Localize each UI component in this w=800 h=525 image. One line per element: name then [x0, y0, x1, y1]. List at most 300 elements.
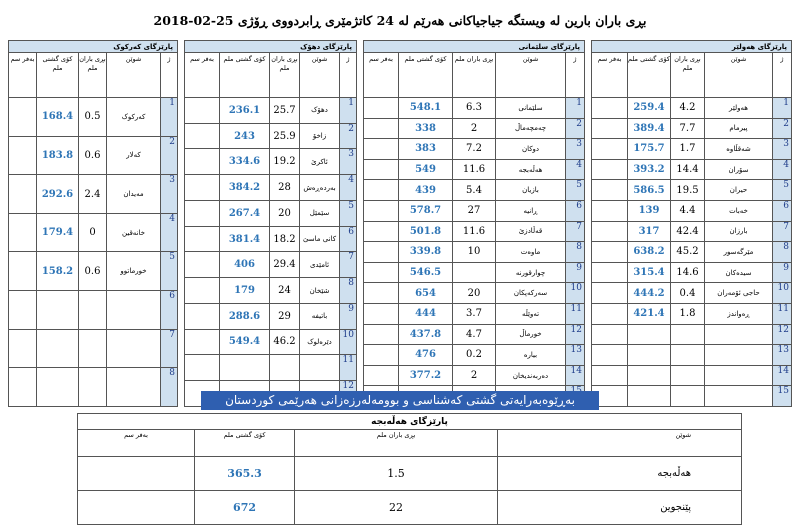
province-title: پارێزگای دهۆک [185, 41, 357, 53]
rain-value: 25.7 [270, 98, 300, 124]
row-number: 10 [773, 283, 792, 304]
table-row [592, 180, 792, 201]
table-row [78, 491, 742, 525]
total-value: 548.1 [399, 98, 453, 119]
total-value: 638.2 [628, 242, 671, 263]
rain-value: 4.4 [671, 200, 705, 221]
snow-value [592, 139, 628, 160]
total-value: 444.2 [628, 283, 671, 304]
total-value: 549.4 [220, 329, 270, 355]
station-name: هەڵەبجە [498, 457, 742, 491]
row-number: 5 [773, 180, 792, 201]
table-row [592, 98, 792, 119]
row-number: 6 [161, 291, 178, 330]
row-number: 2 [773, 118, 792, 139]
snow-value [185, 226, 220, 252]
provinces-container [8, 40, 792, 407]
row-number: 5 [566, 180, 585, 201]
row-number: 3 [161, 175, 178, 214]
col-snow: بەفر سم [185, 53, 220, 98]
table-row [185, 329, 357, 355]
province-title: پارێزگای هەولێر [592, 41, 792, 53]
rain-value: 22 [295, 491, 498, 525]
station-name: خانەقین [107, 213, 161, 252]
total-value: 175.7 [628, 139, 671, 160]
row-number: 15 [773, 386, 792, 407]
table-row [364, 262, 585, 283]
rain-value: 2.4 [79, 175, 107, 214]
snow-value [78, 491, 195, 525]
table-row [364, 303, 585, 324]
department-banner: بەڕێوەبەرایەتی گشتی کەشناسی و بوومەلەرزەزانی هەرێمی کوردستان [201, 391, 599, 410]
total-value: 292.6 [37, 175, 79, 214]
table-row [592, 242, 792, 263]
total-value: 381.4 [220, 226, 270, 252]
row-number: 14 [566, 365, 585, 386]
total-value: 168.4 [37, 98, 79, 137]
total-value: 243 [220, 123, 270, 149]
row-number: 4 [566, 159, 585, 180]
rain-value: 11.6 [453, 159, 496, 180]
rain-value: 42.4 [671, 221, 705, 242]
station-name: ڕانیە [496, 200, 566, 221]
rain-value: 1.5 [295, 457, 498, 491]
rain-value: 1.8 [671, 303, 705, 324]
rain-value [79, 329, 107, 368]
rain-value: 4.2 [671, 98, 705, 119]
col-snow: بەفر سم [9, 53, 37, 98]
snow-value [185, 200, 220, 226]
province-title: پارێزگای کەرکوک [9, 41, 178, 53]
rain-value: 1.7 [671, 139, 705, 160]
table-row [592, 200, 792, 221]
table-row [9, 136, 178, 175]
snow-value [592, 159, 628, 180]
snow-value [185, 303, 220, 329]
station-name: شێخان [300, 278, 340, 304]
rain-value: 0 [79, 213, 107, 252]
table-row [592, 345, 792, 366]
station-name: هەولێر [705, 98, 773, 119]
snow-value [185, 355, 220, 381]
rain-value: 20 [270, 200, 300, 226]
row-number: 1 [340, 98, 357, 124]
table-row [185, 252, 357, 278]
total-value: 672 [195, 491, 295, 525]
total-value [628, 365, 671, 386]
snow-value [364, 200, 399, 221]
snow-value [364, 324, 399, 345]
station-name: دوکان [496, 139, 566, 160]
total-value: 288.6 [220, 303, 270, 329]
station-name [107, 291, 161, 330]
station-name [300, 355, 340, 381]
station-name: شەقڵاوە [705, 139, 773, 160]
station-name [107, 329, 161, 368]
total-value [37, 291, 79, 330]
rain-value: 29.4 [270, 252, 300, 278]
rain-value: 10 [453, 242, 496, 263]
row-number: 9 [340, 303, 357, 329]
total-value: 259.4 [628, 98, 671, 119]
col-total: کۆی گشتی ملم [628, 53, 671, 98]
row-number: 8 [161, 368, 178, 407]
station-name: بازیان [496, 180, 566, 201]
col-total: کۆی گشتی ملم [37, 53, 79, 98]
station-name [705, 345, 773, 366]
station-name: دێرەلوک [300, 329, 340, 355]
station-name: ماوەت [496, 242, 566, 263]
rain-value: 29 [270, 303, 300, 329]
table-row [592, 262, 792, 283]
total-value: 339.8 [399, 242, 453, 263]
total-value: 267.4 [220, 200, 270, 226]
col-no: ژ [161, 53, 178, 98]
halabja-table [77, 413, 742, 525]
row-number: 12 [340, 381, 357, 407]
total-value: 179.4 [37, 213, 79, 252]
province-table-kirkuk [8, 40, 178, 407]
total-value: 406 [220, 252, 270, 278]
snow-value [364, 98, 399, 119]
row-number: 13 [773, 345, 792, 366]
snow-value [185, 123, 220, 149]
total-value: 383 [399, 139, 453, 160]
col-name: شوێن [300, 53, 340, 98]
table-row [592, 221, 792, 242]
row-number: 4 [161, 213, 178, 252]
table-row [185, 175, 357, 201]
row-number: 14 [773, 365, 792, 386]
table-row [9, 368, 178, 407]
row-number: 11 [566, 303, 585, 324]
rain-value [671, 386, 705, 407]
snow-value [9, 252, 37, 291]
row-number: 9 [566, 262, 585, 283]
station-name: کەلار [107, 136, 161, 175]
snow-value [364, 159, 399, 180]
station-name: چەمچەماڵ [496, 118, 566, 139]
table-row [185, 303, 357, 329]
station-name: خورماڵ [496, 324, 566, 345]
col-rain: بڕی باران ملم [79, 53, 107, 98]
table-row [364, 98, 585, 119]
snow-value [364, 180, 399, 201]
row-number: 11 [773, 303, 792, 324]
rain-value: 3.7 [453, 303, 496, 324]
row-number: 8 [340, 278, 357, 304]
table-row [78, 457, 742, 491]
total-value: 444 [399, 303, 453, 324]
station-name: زاخۆ [300, 123, 340, 149]
total-value: 501.8 [399, 221, 453, 242]
table-row [185, 123, 357, 149]
table-row [592, 365, 792, 386]
table-row [185, 98, 357, 124]
row-number: 11 [340, 355, 357, 381]
row-number: 5 [340, 200, 357, 226]
snow-value [9, 98, 37, 137]
total-value: 139 [628, 200, 671, 221]
rain-value: 28 [270, 175, 300, 201]
snow-value [592, 200, 628, 221]
page-title: بڕی باران بارین لە ویستگە جیاجیاکانی هەرێم لە 24 کاتژمێری ڕابردووی ڕۆژی 25-02-2018 [153, 13, 647, 28]
snow-value [185, 149, 220, 175]
total-value: 236.1 [220, 98, 270, 124]
station-name: سۆران [705, 159, 773, 180]
station-name: دەربەندیخان [496, 365, 566, 386]
rain-value: 7.2 [453, 139, 496, 160]
total-value: 365.3 [195, 457, 295, 491]
table-row [364, 200, 585, 221]
total-value: 389.4 [628, 118, 671, 139]
table-row [9, 213, 178, 252]
table-row [9, 291, 178, 330]
station-name: کەرکوک [107, 98, 161, 137]
total-value: 377.2 [399, 365, 453, 386]
station-name: خەبات [705, 200, 773, 221]
rain-value: 14.6 [671, 262, 705, 283]
snow-value [592, 242, 628, 263]
total-value [37, 368, 79, 407]
rain-value: 19.5 [671, 180, 705, 201]
rain-value [671, 345, 705, 366]
table-row [592, 139, 792, 160]
rain-value: 25.9 [270, 123, 300, 149]
rain-value: 11.6 [453, 221, 496, 242]
snow-value [364, 118, 399, 139]
station-name: مەیدان [107, 175, 161, 214]
row-number: 13 [566, 345, 585, 366]
total-value: 317 [628, 221, 671, 242]
total-value [628, 345, 671, 366]
total-value: 158.2 [37, 252, 79, 291]
total-value: 393.2 [628, 159, 671, 180]
table-row [9, 329, 178, 368]
table-row [185, 149, 357, 175]
col-name: شوێن [705, 53, 773, 98]
rain-value: 0.4 [671, 283, 705, 304]
province-table-erbil [591, 40, 792, 407]
halabja-col-snow: بەفر سم [78, 430, 195, 457]
snow-value [592, 303, 628, 324]
station-name: ئامێدی [300, 252, 340, 278]
table-row [364, 180, 585, 201]
row-number: 7 [773, 221, 792, 242]
total-value: 586.5 [628, 180, 671, 201]
snow-value [592, 262, 628, 283]
table-row [592, 118, 792, 139]
row-number: 6 [566, 200, 585, 221]
snow-value [9, 368, 37, 407]
station-name: پێنجوین [498, 491, 742, 525]
row-number: 2 [566, 118, 585, 139]
station-name: قەڵادزێ [496, 221, 566, 242]
table-row [364, 365, 585, 386]
province-table-sulaimani [363, 40, 585, 407]
station-name: بیارە [496, 345, 566, 366]
rain-value [453, 262, 496, 283]
table-row [185, 355, 357, 381]
snow-value [592, 365, 628, 386]
rain-value: 4.7 [453, 324, 496, 345]
row-number: 10 [340, 329, 357, 355]
col-no: ژ [340, 53, 357, 98]
station-name: دهۆک [300, 98, 340, 124]
total-value: 179 [220, 278, 270, 304]
rain-value: 5.4 [453, 180, 496, 201]
rain-value [79, 368, 107, 407]
table-row [364, 283, 585, 304]
snow-value [364, 221, 399, 242]
table-row [364, 242, 585, 263]
row-number: 1 [161, 98, 178, 137]
snow-value [185, 278, 220, 304]
station-name [705, 324, 773, 345]
halabja-col-total: کۆی گشتی ملم [195, 430, 295, 457]
row-number: 3 [566, 139, 585, 160]
halabja-col-rain: بڕی باران ملم [295, 430, 498, 457]
total-value: 315.4 [628, 262, 671, 283]
col-no: ژ [566, 53, 585, 98]
station-name: باتیفە [300, 303, 340, 329]
station-name: سیدەکان [705, 262, 773, 283]
table-row [364, 221, 585, 242]
rain-value: 6.3 [453, 98, 496, 119]
snow-value [592, 98, 628, 119]
row-number: 10 [566, 283, 585, 304]
col-rain: بڕی باران ملم [270, 53, 300, 98]
rain-value: 0.6 [79, 136, 107, 175]
table-row [592, 386, 792, 407]
station-name [705, 386, 773, 407]
total-value: 437.8 [399, 324, 453, 345]
row-number: 12 [773, 324, 792, 345]
rain-value: 2 [453, 365, 496, 386]
row-number: 6 [340, 226, 357, 252]
table-row [364, 159, 585, 180]
station-name: حاجی ئۆمەران [705, 283, 773, 304]
row-number: 8 [773, 242, 792, 263]
col-total: کۆی گشتی ملم [220, 53, 270, 98]
total-value [628, 324, 671, 345]
table-row [185, 200, 357, 226]
total-value: 183.8 [37, 136, 79, 175]
snow-value [592, 283, 628, 304]
table-row [592, 283, 792, 304]
snow-value [592, 180, 628, 201]
table-row [592, 159, 792, 180]
rain-value: 0.2 [453, 345, 496, 366]
row-number: 1 [566, 98, 585, 119]
snow-value [592, 345, 628, 366]
snow-value [9, 136, 37, 175]
table-row [9, 175, 178, 214]
station-name [107, 368, 161, 407]
table-row [9, 98, 178, 137]
total-value [37, 329, 79, 368]
snow-value [364, 345, 399, 366]
table-row [364, 118, 585, 139]
total-value: 421.4 [628, 303, 671, 324]
province-title: پارێزگای سلێمانی [364, 41, 585, 53]
rain-value: 0.6 [79, 252, 107, 291]
table-row [185, 278, 357, 304]
total-value [628, 386, 671, 407]
halabja-title: پارێزگای هەڵەبجە [78, 414, 742, 430]
table-row [364, 345, 585, 366]
station-name: سەرکەپکان [496, 283, 566, 304]
station-name: سێمێل [300, 200, 340, 226]
table-row [364, 139, 585, 160]
snow-value [185, 175, 220, 201]
row-number: 4 [773, 159, 792, 180]
rain-value: 19.2 [270, 149, 300, 175]
snow-value [364, 242, 399, 263]
total-value [220, 355, 270, 381]
col-no: ژ [773, 53, 792, 98]
row-number: 8 [566, 242, 585, 263]
row-number: 2 [161, 136, 178, 175]
total-value: 476 [399, 345, 453, 366]
total-value: 578.7 [399, 200, 453, 221]
halabja-col-name: شوێن [498, 430, 742, 457]
snow-value [185, 329, 220, 355]
rain-value: 45.2 [671, 242, 705, 263]
row-number: 3 [340, 149, 357, 175]
total-value: 654 [399, 283, 453, 304]
snow-value [592, 324, 628, 345]
rain-value [671, 365, 705, 386]
row-number: 3 [773, 139, 792, 160]
snow-value [9, 175, 37, 214]
row-number: 4 [340, 175, 357, 201]
rain-value: 27 [453, 200, 496, 221]
rain-value: 0.5 [79, 98, 107, 137]
col-total: کۆی گشتی ملم [399, 53, 453, 98]
row-number: 9 [773, 262, 792, 283]
row-number: 7 [340, 252, 357, 278]
row-number: 6 [773, 200, 792, 221]
station-name: مێرگەسور [705, 242, 773, 263]
rain-value: 18.2 [270, 226, 300, 252]
station-name: کانی ماسێ [300, 226, 340, 252]
col-rain: بڕی باران ملم [453, 53, 496, 98]
snow-value [9, 213, 37, 252]
station-name: تەوێڵە [496, 303, 566, 324]
snow-value [592, 118, 628, 139]
snow-value [364, 303, 399, 324]
total-value: 439 [399, 180, 453, 201]
col-name: شوێن [496, 53, 566, 98]
station-name: چوارقورنە [496, 262, 566, 283]
snow-value [364, 262, 399, 283]
snow-value [9, 329, 37, 368]
station-name: پیرمام [705, 118, 773, 139]
snow-value [364, 283, 399, 304]
row-number: 5 [161, 252, 178, 291]
col-name: شوێن [107, 53, 161, 98]
station-name: حیران [705, 180, 773, 201]
rain-value [270, 355, 300, 381]
rain-value: 14.4 [671, 159, 705, 180]
rain-value [671, 324, 705, 345]
station-name: بارزان [705, 221, 773, 242]
table-row [592, 324, 792, 345]
snow-value [592, 221, 628, 242]
snow-value [9, 291, 37, 330]
rain-value: 2 [453, 118, 496, 139]
